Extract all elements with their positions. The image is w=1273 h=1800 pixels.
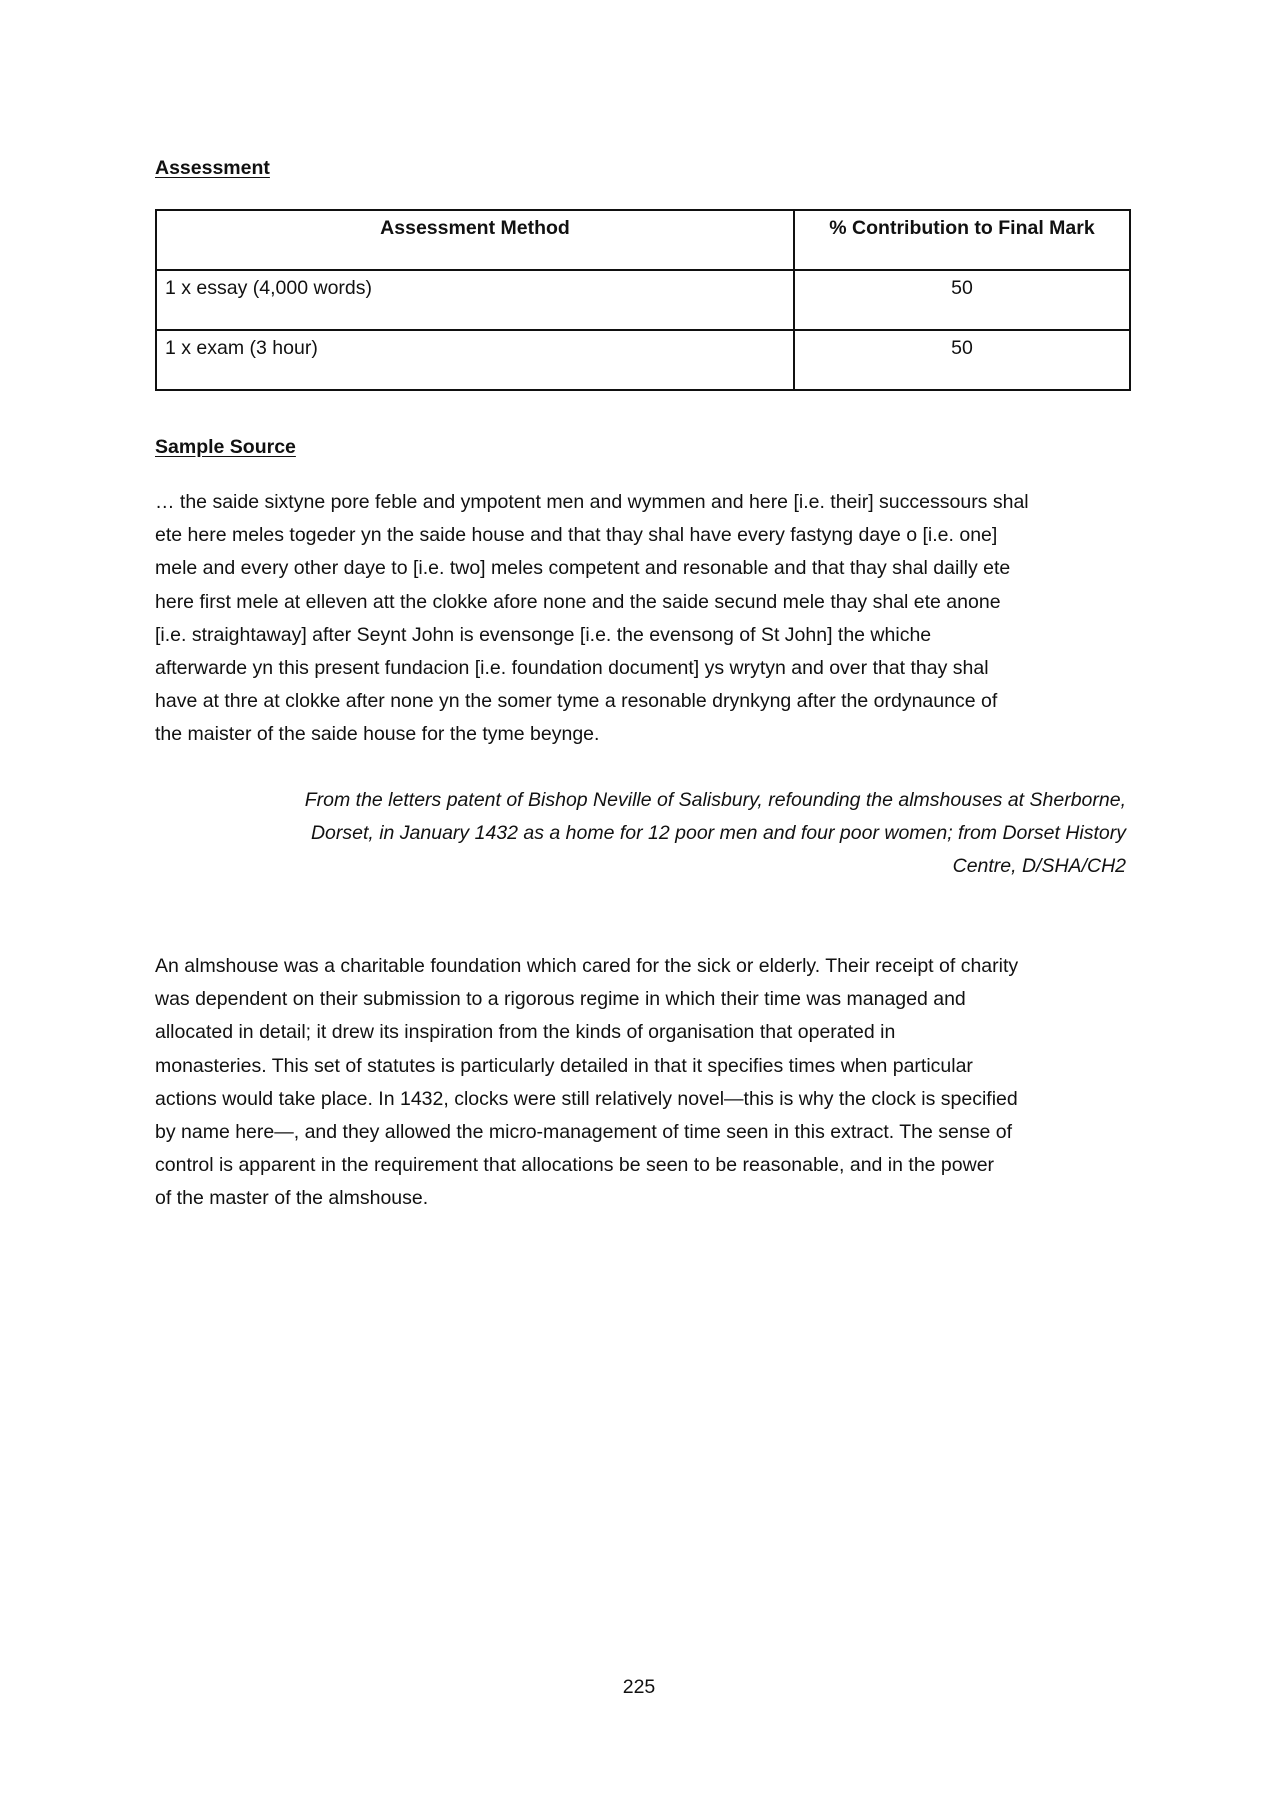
text-line: [i.e. straightaway] after Seynt John is evensonge [i.e. the evensong of St John] the whiche: [155, 623, 932, 646]
source-extract: [155, 486, 1130, 752]
page-number: 225: [622, 1676, 656, 1698]
text-line: the maister of the saide house for the tyme beynge.: [155, 723, 600, 746]
table-row: [156, 270, 1130, 330]
method-cell: 1 x exam (3 hour): [156, 330, 794, 390]
column-header-method: Assessment Method: [156, 210, 794, 270]
citation-line: Dorset, in January 1432 as a home for 12 poor men and four poor women; from Dorset History: [310, 822, 1126, 845]
text-line: have at thre at clokke after none yn the somer tyme a resonable drynkyng after the ordynaunce of: [155, 690, 998, 713]
assessment-table: [155, 209, 1131, 391]
text-line: afterwarde yn this present fundacion [i.e. foundation document] ys wrytyn and over that thay shal: [155, 656, 989, 679]
text-line: An almshouse was a charitable foundation which cared for the sick or elderly. Their receipt of charity: [155, 955, 1019, 977]
text-line: mele and every other daye to [i.e. two] meles competent and resonable and that thay shal dailly ete: [155, 557, 1011, 580]
text-line: control is apparent in the requirement that allocations be seen to be reasonable, and in the power: [155, 1154, 995, 1177]
contribution-cell: 50: [794, 330, 1130, 390]
text-line: … the saide sixtyne pore feble and ympotent men and wymmen and here [i.e. their] successours shal: [155, 491, 1029, 513]
method-cell: 1 x essay (4,000 words): [156, 270, 794, 330]
text-line: ete here meles togeder yn the saide house and that thay shal have every fastyng daye o [i.e. one]: [155, 524, 998, 547]
column-header-contribution: % Contribution to Final Mark: [794, 210, 1130, 270]
text-line: by name here—, and they allowed the micro-management of time seen in this extract. The sense of: [155, 1120, 1013, 1143]
table-row: [156, 330, 1130, 390]
contribution-cell: 50: [794, 270, 1130, 330]
sample-source-heading: Sample Source: [155, 436, 296, 458]
table-header-row: [156, 210, 1130, 270]
source-citation: [155, 784, 1126, 884]
text-line: actions would take place. In 1432, clocks were still relatively novel—this is why the clock is specified: [155, 1087, 1018, 1110]
text-line: was dependent on their submission to a rigorous regime in which their time was managed and: [155, 988, 966, 1011]
text-line: of the master of the almshouse.: [155, 1187, 429, 1210]
assessment-heading: Assessment: [155, 157, 270, 179]
text-line: here first mele at elleven att the clokke afore none and the saide secund mele thay shal ete anone: [155, 590, 1001, 613]
text-line: allocated in detail; it drew its inspiration from the kinds of organisation that operated in: [155, 1021, 896, 1044]
citation-line: From the letters patent of Bishop Neville of Salisbury, refounding the almshouses at Sherborne,: [304, 789, 1126, 811]
text-line: monasteries. This set of statutes is particularly detailed in that it specifies times when particular: [155, 1054, 973, 1077]
citation-line: Centre, D/SHA/CH2: [952, 855, 1126, 878]
commentary-paragraph: [155, 950, 1130, 1216]
